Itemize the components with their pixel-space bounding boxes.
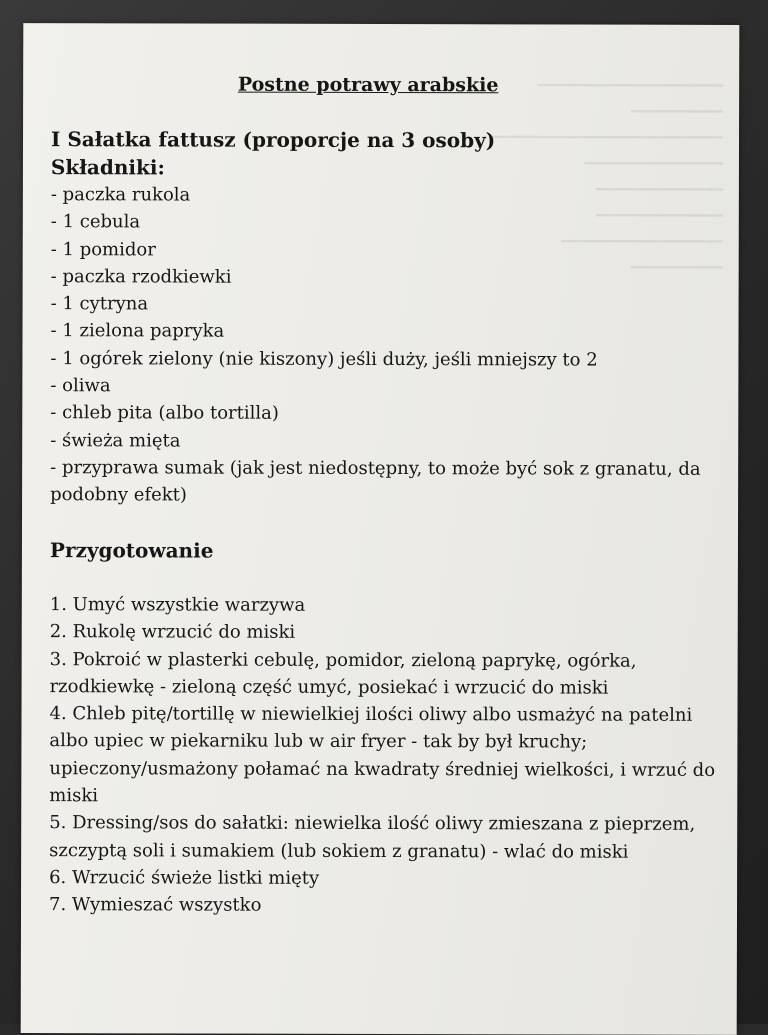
recipe-sheet [21, 23, 740, 1035]
step-item: 2. Rukolę wrzucić do miski [49, 621, 296, 644]
recipe-title: I Sałatka fattusz (proporcje na 3 osoby) [50, 127, 496, 153]
ingredient-item: - 1 cebula [50, 211, 141, 233]
step-item: 6. Wrzucić świeże listki mięty [49, 867, 320, 889]
step-item: 1. Umyć wszystkie warzywa [49, 594, 306, 616]
step-item: 3. Pokroić w plasterki cebulę, pomidor, zieloną paprykę, ogórka, rzodkiewkę - zieloną część umyć, posiekać i wrzucić do miski [49, 648, 637, 699]
ingredient-item: - 1 pomidor [50, 238, 156, 261]
page-title: Postne potrawy arabskie [237, 73, 499, 97]
step-item: 7. Wymieszać wszystko [48, 894, 262, 916]
ingredient-item: - 1 cytryna [50, 293, 149, 315]
preparation-heading: Przygotowanie [49, 538, 214, 563]
ingredient-item: - oliwa [50, 375, 111, 397]
ingredients-heading: Składniki: [50, 155, 165, 180]
ingredient-item: - paczka rzodkiewki [50, 266, 232, 288]
show-through-text: ▁▁▁▁▁▁▁▁▁▁▁▁▁▁▁▁ ▁▁▁▁▁▁▁▁ ▁▁▁▁▁▁▁▁▁▁▁▁▁▁▁▁▁▁▁▁ ▁▁▁▁▁▁▁▁▁▁▁▁ ▁▁▁▁▁▁▁▁▁▁▁ ▁▁▁▁▁▁▁▁▁▁▁ ▁▁▁▁▁▁▁▁▁▁▁▁▁▁ ▁▁▁▁▁▁▁▁ [492, 68, 724, 269]
ingredient-item: - paczka rukola [50, 184, 191, 206]
preparation-steps [49, 591, 720, 920]
ingredient-item: - 1 zielona papryka [50, 320, 225, 343]
ingredient-item: - świeża mięta [50, 429, 181, 452]
ingredient-item: - 1 ogórek zielony (nie kiszony) jeśli duży, jeśli mniejszy to 2 [50, 347, 598, 371]
ingredients-list [50, 181, 721, 510]
ingredient-item: - przyprawa sumak (jak jest niedostępny, to może być sok z granatu, da podobny efekt) [50, 457, 701, 506]
step-item: 4. Chleb pitę/tortillę w niewielkiej ilości oliwy albo usmażyć na patelni albo upiec w piekarniku lub w air fryer - tak by był kruchy; upieczony/usmażony połamać na kwadraty średniej wielkości, i wrzuć do miski [49, 703, 716, 807]
step-item: 5. Dressing/sos do sałatki: niewielka ilość oliwy zmieszana z pieprzem, szczyptą soli i sumakiem (lub sokiem z granatu) - wlać do miski [49, 812, 696, 863]
ingredient-item: - chleb pita (albo tortilla) [50, 402, 279, 425]
